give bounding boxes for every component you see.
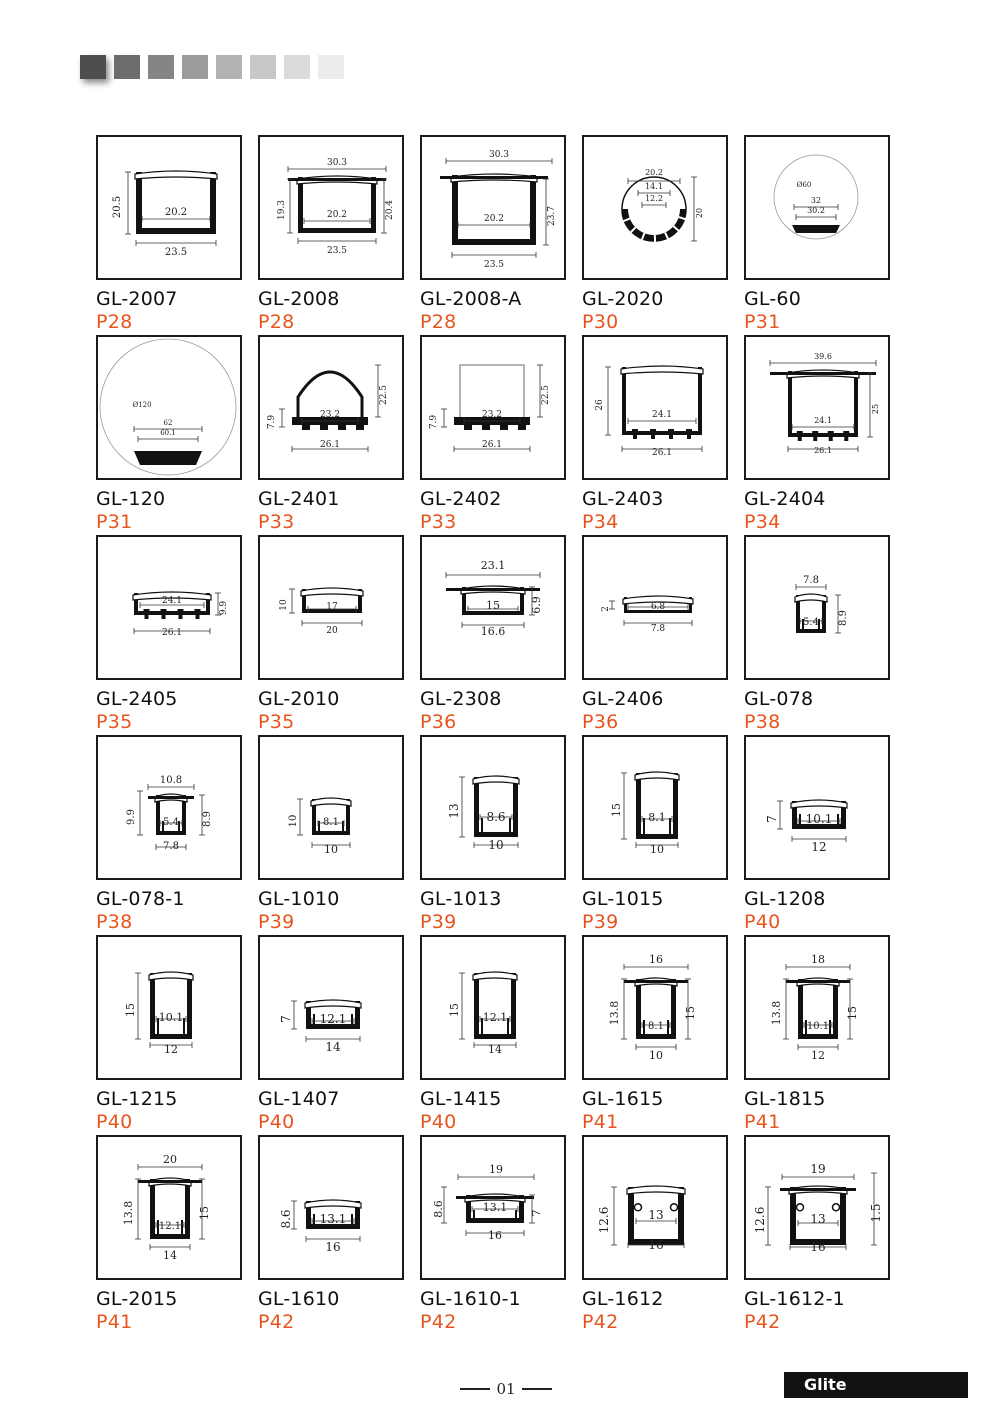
dimension-label: 20.4	[385, 199, 395, 221]
dimension-label: 13.8	[122, 1200, 135, 1226]
brand-bar	[784, 1372, 968, 1398]
dimension-label: 18	[811, 953, 825, 966]
profile-drawing	[258, 1135, 404, 1280]
product-card	[258, 135, 404, 334]
color-swatch	[284, 55, 310, 79]
profile-shape	[621, 366, 703, 439]
catalog-page-ref: P28	[96, 311, 133, 333]
dimension-label: 8.1	[648, 811, 666, 824]
product-card	[258, 935, 404, 1134]
dimension-label: 17	[326, 602, 338, 612]
dimension-label: 19	[810, 1162, 826, 1176]
dimension-label: 15	[448, 1003, 461, 1017]
catalog-page-ref: P28	[420, 311, 457, 333]
catalog-page-ref: P42	[582, 1311, 619, 1333]
dimension-label: 13	[810, 1212, 826, 1226]
catalog-page-ref: P42	[420, 1311, 457, 1333]
dimension-label: 12.2	[645, 194, 663, 203]
dimension-label: 10	[279, 599, 289, 611]
dimension-label: 7.9	[429, 414, 439, 430]
product-card	[420, 735, 566, 934]
dimension-label: 20.5	[112, 195, 123, 219]
dimension-label: 24.1	[814, 416, 832, 425]
catalog-page-ref: P31	[96, 511, 133, 533]
profile-drawing	[582, 135, 728, 280]
dimension-label: 7	[279, 1015, 293, 1023]
profile-drawing	[258, 135, 404, 280]
dimension-label: 24.1	[161, 596, 183, 606]
profile-shape	[440, 174, 548, 245]
dimension-label: 10	[650, 843, 664, 856]
dimension-label: 2	[601, 606, 611, 612]
model-number: GL-1615	[582, 1088, 664, 1110]
profile-shape	[635, 772, 679, 839]
dimension-label: 14	[163, 1249, 177, 1262]
model-number: GL-2405	[96, 688, 178, 710]
catalog-page-ref: P31	[744, 311, 781, 333]
profile-shape	[473, 776, 519, 837]
dimension-label: 19.3	[277, 199, 287, 221]
profile-drawing	[96, 735, 242, 880]
dimension-label: 12.1	[319, 1012, 347, 1026]
product-card	[582, 335, 728, 534]
dimension-label: 7.8	[803, 575, 819, 586]
dimension-label: 12.6	[753, 1206, 767, 1234]
product-card	[96, 935, 242, 1134]
dimension-label: 20.2	[645, 168, 663, 177]
profile-drawing	[420, 335, 566, 480]
product-card	[258, 335, 404, 534]
model-number: GL-078-1	[96, 888, 185, 910]
product-card	[744, 135, 890, 334]
dimension-label: 30.3	[488, 150, 510, 160]
profile-drawing	[582, 1135, 728, 1280]
model-number: GL-1208	[744, 888, 826, 910]
dimension-label: 26.1	[651, 448, 673, 458]
profile-drawing	[258, 735, 404, 880]
product-card	[420, 535, 566, 734]
catalog-page-ref: P39	[420, 911, 457, 933]
model-number: GL-2015	[96, 1288, 178, 1310]
profile-drawing	[744, 1135, 890, 1280]
dimension-label: 12	[811, 840, 827, 854]
product-card	[744, 1135, 890, 1334]
product-card	[582, 535, 728, 734]
dimension-label: 13	[447, 803, 461, 819]
dimension-label: 10	[488, 838, 504, 852]
catalog-page-ref: P38	[96, 911, 133, 933]
color-swatch	[182, 55, 208, 79]
profile-drawing	[96, 135, 242, 280]
dimension-label: 26.1	[319, 440, 341, 450]
dimension-label: 10.1	[805, 812, 833, 826]
dimension-label: 6.8	[650, 602, 666, 612]
model-number: GL-2404	[744, 488, 826, 510]
profile-drawing	[582, 535, 728, 680]
dimension-label: 9.9	[126, 809, 137, 825]
dimension-label: 8.1	[648, 1021, 664, 1032]
profile-drawing	[744, 335, 890, 480]
dimension-label: 23.1	[480, 559, 506, 572]
catalog-page-ref: P33	[420, 511, 457, 533]
profile-drawing	[744, 135, 890, 280]
dimension-label: 30.3	[326, 158, 348, 168]
dimension-label: 23.5	[326, 246, 348, 256]
dimension-label: 26.1	[161, 628, 183, 638]
catalog-page-ref: P41	[744, 1111, 781, 1133]
dimension-label: 7	[765, 815, 779, 823]
dimension-label: 23.5	[164, 247, 188, 258]
model-number: GL-2008-A	[420, 288, 522, 310]
dimension-label: 7.8	[163, 841, 179, 852]
dimension-label: 5.4	[163, 817, 179, 828]
product-card	[96, 135, 242, 334]
model-number: GL-1010	[258, 888, 340, 910]
model-number: GL-1612	[582, 1288, 664, 1310]
profile-drawing	[258, 335, 404, 480]
model-number: GL-2308	[420, 688, 502, 710]
catalog-page-ref: P41	[582, 1111, 619, 1133]
dimension-label: 10.8	[159, 775, 183, 786]
color-swatch	[80, 55, 106, 79]
profile-drawing	[258, 935, 404, 1080]
dimension-label: 20.2	[326, 210, 348, 220]
model-number: GL-2007	[96, 288, 178, 310]
product-card	[582, 1135, 728, 1334]
profile-drawing	[744, 535, 890, 680]
catalog-page-ref: P34	[744, 511, 781, 533]
dimension-label: 13.1	[482, 1201, 508, 1214]
model-number: GL-2403	[582, 488, 664, 510]
model-number: GL-1015	[582, 888, 664, 910]
model-number: GL-078	[744, 688, 814, 710]
catalog-page-ref: P33	[258, 511, 295, 533]
catalog-page-ref: P40	[258, 1111, 295, 1133]
dimension-label: 26.1	[814, 446, 832, 455]
catalog-page-ref: P39	[258, 911, 295, 933]
dimension-label: 9.9	[219, 600, 229, 616]
profile-shape	[473, 972, 517, 1039]
profile-shape	[288, 176, 386, 233]
color-swatch	[216, 55, 242, 79]
dimension-label: 16	[325, 1240, 341, 1254]
profile-drawing	[96, 335, 242, 480]
product-card	[96, 1135, 242, 1334]
profile-shape	[135, 171, 217, 234]
dimension-label: 39.6	[814, 352, 832, 361]
dimension-label: 14	[325, 1040, 341, 1054]
dimension-label: 26	[595, 399, 605, 411]
catalog-page-ref: P40	[96, 1111, 133, 1133]
catalog-page-ref: P42	[744, 1311, 781, 1333]
dimension-label: 15	[684, 1006, 697, 1020]
model-number: GL-2010	[258, 688, 340, 710]
model-number: GL-1407	[258, 1088, 340, 1110]
dimension-label: 7.9	[267, 414, 277, 430]
model-number: GL-1013	[420, 888, 502, 910]
product-card	[744, 935, 890, 1134]
catalog-page-ref: P34	[582, 511, 619, 533]
dimension-label: 23.7	[547, 205, 557, 227]
dimension-label: 13.1	[319, 1212, 347, 1226]
dimension-label: 62	[163, 419, 173, 427]
dimension-label: 13.8	[608, 1000, 621, 1026]
dimension-label: 12.6	[597, 1206, 611, 1234]
color-swatch	[114, 55, 140, 79]
product-card	[258, 1135, 404, 1334]
profile-shape	[149, 972, 193, 1039]
product-card	[420, 935, 566, 1134]
dimension-label: 24.1	[651, 410, 673, 420]
model-number: GL-1612-1	[744, 1288, 845, 1310]
product-card	[582, 135, 728, 334]
catalog-page-ref: P41	[96, 1311, 133, 1333]
dimension-label: 7.8	[650, 624, 666, 634]
dimension-label: 10.1	[806, 1021, 830, 1032]
product-card	[420, 135, 566, 334]
profile-drawing	[96, 1135, 242, 1280]
color-swatch	[318, 55, 344, 79]
dimension-label: 6.9	[530, 596, 543, 614]
dimension-label: Ø60	[796, 181, 812, 189]
profile-shape	[454, 365, 530, 430]
product-card	[582, 735, 728, 934]
model-number: GL-120	[96, 488, 166, 510]
profile-drawing	[582, 335, 728, 480]
page-number: 01	[496, 1380, 516, 1398]
dimension-label: 15	[198, 1206, 211, 1220]
dimension-label: 13	[648, 1208, 664, 1222]
dimension-label: 8.1	[323, 817, 339, 828]
profile-shape	[148, 794, 194, 835]
dimension-label: Ø120	[132, 401, 152, 409]
dimension-label: 1.5	[869, 1203, 883, 1223]
profile-drawing	[420, 1135, 566, 1280]
profile-drawing	[258, 535, 404, 680]
catalog-page-ref: P36	[582, 711, 619, 733]
dimension-label: 20	[163, 1153, 177, 1166]
dimension-label: 12.1	[158, 1221, 182, 1232]
product-card	[420, 335, 566, 534]
product-card	[258, 735, 404, 934]
dimension-label: 14	[488, 1043, 502, 1056]
footer-rule-right	[522, 1388, 552, 1390]
dimension-label: 16	[810, 1240, 826, 1254]
dimension-label: 10	[649, 1049, 663, 1062]
catalog-page-ref: P40	[420, 1111, 457, 1133]
model-number: GL-2402	[420, 488, 502, 510]
catalog-page-ref: P28	[258, 311, 295, 333]
profile-shape	[100, 339, 236, 475]
dimension-label: 20.2	[483, 214, 505, 224]
dimension-label: 8.6	[279, 1209, 293, 1229]
profile-drawing	[420, 735, 566, 880]
catalog-page-ref: P38	[744, 711, 781, 733]
product-card	[96, 735, 242, 934]
dimension-label: 23.2	[481, 410, 503, 420]
catalog-page-ref: P35	[96, 711, 133, 733]
product-card	[258, 535, 404, 734]
model-number: GL-2406	[582, 688, 664, 710]
dimension-label: 25	[871, 403, 880, 415]
profile-drawing	[420, 935, 566, 1080]
product-card	[582, 935, 728, 1134]
dimension-label: 20.2	[164, 207, 188, 218]
color-swatch	[148, 55, 174, 79]
model-number: GL-60	[744, 288, 802, 310]
product-card	[420, 1135, 566, 1334]
dimension-label: 5.4	[803, 617, 819, 628]
model-number: GL-1415	[420, 1088, 502, 1110]
product-card	[744, 535, 890, 734]
dimension-label: 16	[649, 953, 663, 966]
product-card	[96, 535, 242, 734]
dimension-label: 32	[810, 196, 822, 205]
dimension-label: 12	[164, 1043, 178, 1056]
dimension-label: 15	[124, 1003, 137, 1017]
profile-drawing	[420, 135, 566, 280]
dimension-label: 8.9	[202, 811, 213, 827]
model-number: GL-2008	[258, 288, 340, 310]
dimension-label: 23.2	[319, 410, 341, 420]
dimension-label: 22.5	[541, 384, 551, 406]
dimension-label: 8.6	[432, 1200, 445, 1218]
dimension-label: 16.6	[480, 625, 506, 638]
catalog-page-ref: P42	[258, 1311, 295, 1333]
dimension-label: 20	[326, 626, 338, 636]
model-number: GL-2020	[582, 288, 664, 310]
catalog-page-ref: P39	[582, 911, 619, 933]
dimension-label: 15	[486, 599, 500, 612]
dimension-label: 8.6	[486, 810, 506, 824]
dimension-label: 15	[610, 803, 623, 817]
dimension-label: 23.5	[483, 260, 505, 270]
dimension-label: 16	[488, 1229, 502, 1242]
dimension-label: 7	[530, 1209, 543, 1217]
dimension-label: 16	[648, 1238, 664, 1252]
model-number: GL-1610	[258, 1288, 340, 1310]
profile-drawing	[96, 935, 242, 1080]
model-number: GL-2401	[258, 488, 340, 510]
dimension-label: 26.1	[481, 440, 503, 450]
dimension-label: 19	[489, 1163, 503, 1176]
dimension-label: 8.9	[838, 610, 849, 626]
dimension-label: 22.5	[379, 384, 389, 406]
profile-drawing	[744, 735, 890, 880]
dimension-label: 60.1	[160, 429, 176, 437]
profile-drawing	[96, 535, 242, 680]
product-card	[744, 735, 890, 934]
dimension-label: 10.1	[158, 1011, 184, 1024]
dimension-label: 12.1	[482, 1011, 508, 1024]
model-number: GL-1610-1	[420, 1288, 521, 1310]
model-number: GL-1215	[96, 1088, 178, 1110]
color-swatch	[250, 55, 276, 79]
catalog-page-ref: P30	[582, 311, 619, 333]
product-card	[744, 335, 890, 534]
catalog-page-ref: P40	[744, 911, 781, 933]
profile-drawing	[744, 935, 890, 1080]
brand-name: Glite	[804, 1375, 847, 1394]
dimension-label: 14.1	[645, 182, 663, 191]
profile-drawing	[582, 935, 728, 1080]
dimension-label: 20	[695, 207, 704, 219]
dimension-label: 15	[846, 1006, 859, 1020]
dimension-label: 10	[324, 843, 338, 856]
footer-rule-left	[460, 1388, 490, 1390]
profile-shape	[770, 370, 876, 441]
profile-drawing	[582, 735, 728, 880]
page-footer	[458, 1380, 554, 1398]
color-swatch-strip	[80, 55, 344, 79]
dimension-label: 12	[811, 1049, 825, 1062]
dimension-label: 13.8	[770, 1000, 783, 1026]
dimension-label: 10	[288, 814, 299, 828]
model-number: GL-1815	[744, 1088, 826, 1110]
product-card	[96, 335, 242, 534]
catalog-page-ref: P35	[258, 711, 295, 733]
profile-drawing	[420, 535, 566, 680]
dimension-label: 30.2	[807, 206, 825, 215]
catalog-page-ref: P36	[420, 711, 457, 733]
